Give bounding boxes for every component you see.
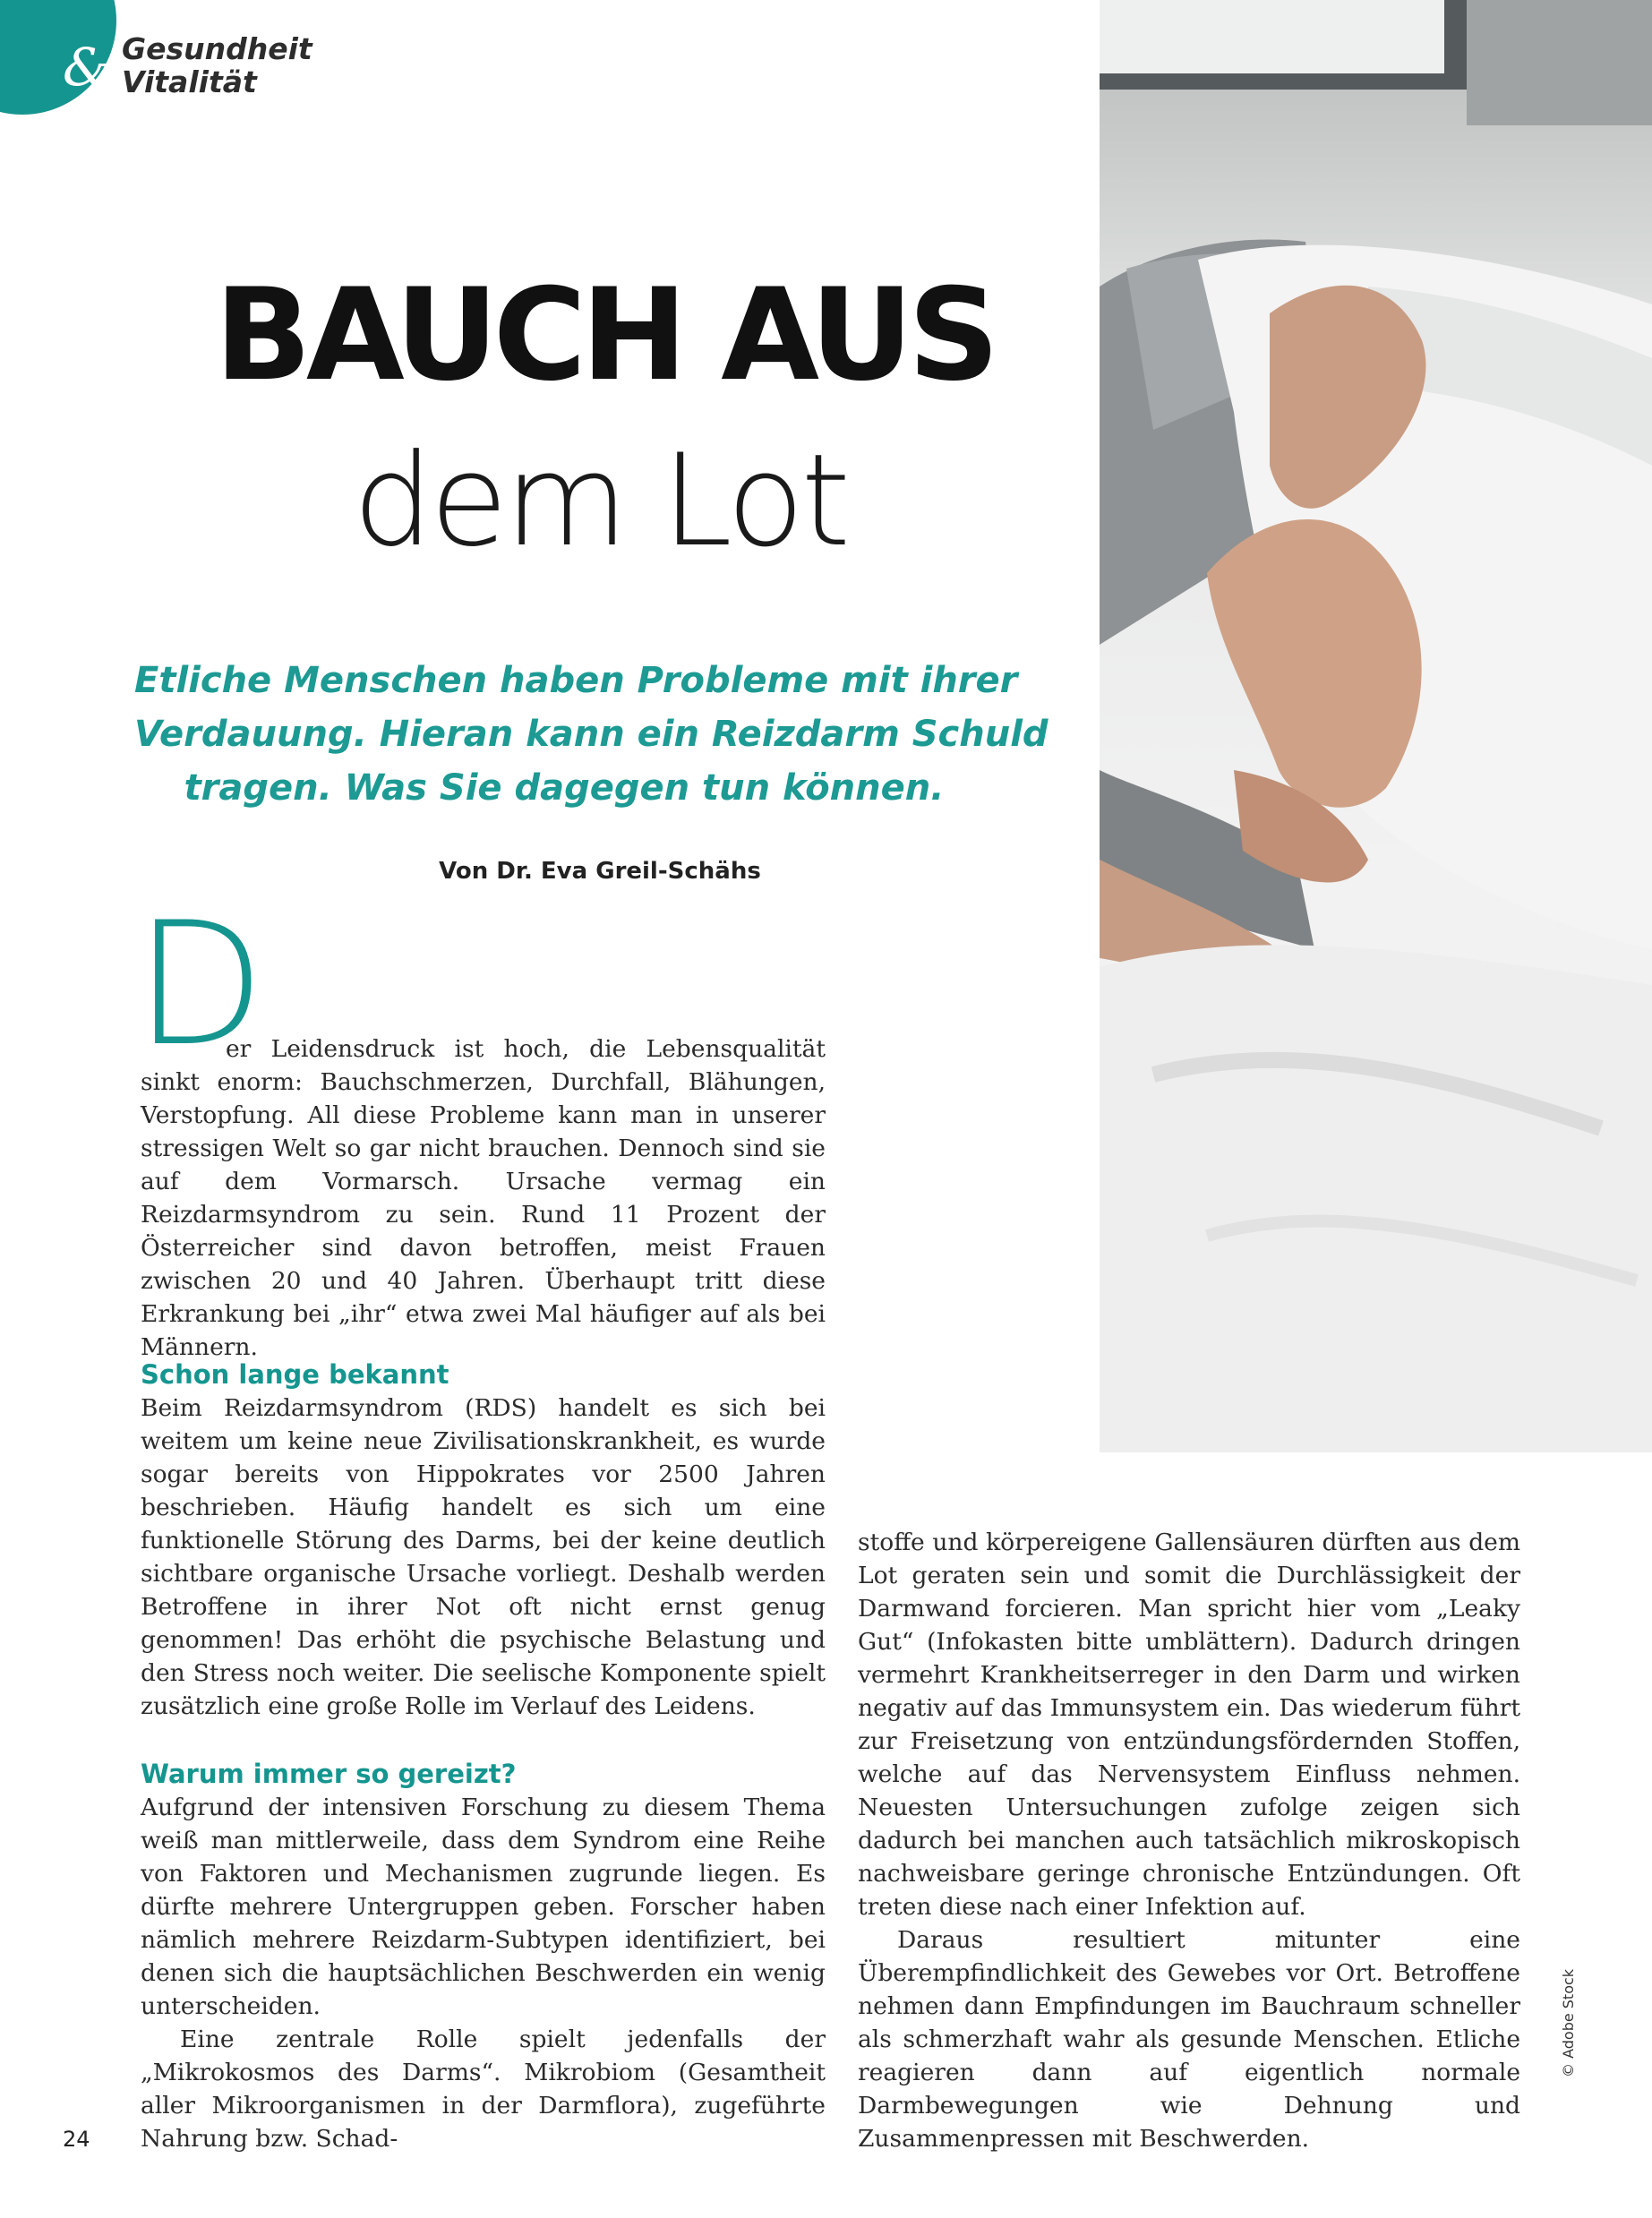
left-column-sections: [141, 1357, 826, 2155]
section1-paragraph: Beim Reizdarmsyndrom (RDS) handelt es sich bei weitem um keine neue Zivilisationskrankheit, es wurde sogar bereits von Hippokrates vor 2500 Jahren beschrieben. Häufig handelt es sich um eine funktionelle Störung des Darms, bei der keine deutlich sichtbare organische Ursache vorliegt. Deshalb werden Betroffene in ihrer Not oft nicht ernst genug genommen! Das erhöht die psychische Belastung und den Stress noch weiter. Die seelische Komponente spielt zusätzlich eine große Rolle im Verlauf des Leidens.: [141, 1394, 826, 1720]
photo-illustration: [1100, 0, 1652, 1452]
right-paragraph1: stoffe und körpereigene Gallensäuren dürften aus dem Lot geraten sein und somit die Durchlässigkeit der Darmwand forcieren. Man spricht hier vom „Leaky Gut“ (Infokasten bitte umblättern). Dadurch dringen vermehrt Krankheitserreger in den Darm und wirken negativ auf das Immunsystem ein. Das wiederum führt zur Freisetzung von entzündungsfördernden Stoffen, welche auf das Nervensystem Einfluss nehmen. Neuesten Untersuchungen zufolge zeigen sich dadurch bei manchen auch tatsächlich mikroskopisch nachweisbare geringe chronische Entzündungen. Oft treten diese nach einer Infektion auf.: [858, 1529, 1520, 1921]
right-paragraph2: Daraus resultiert mitunter eine Überempfindlichkeit des Gewebes vor Ort. Betroffene nehmen dann Empfindungen im Bauchraum schneller als schmerzhaft wahr als gesunde Menschen. Etliche reagieren dann auf eigentlich normale Darmbewegungen wie Dehnung und Zusammenpressen mit Beschwerden.: [858, 1926, 1520, 2153]
intro-paragraph: er Leidensdruck ist hoch, die Lebensqualität sinkt enorm: Bauchschmerzen, Durchfall, Blähungen, Verstopfung. All diese Probleme kann man in unserer stressigen Welt so gar nicht brauchen. Dennoch sind sie auf dem Vormarsch. Ursache vermag ein Reizdarmsyndrom zu sein. Rund 11 Prozent der Österreicher sind davon betroffen, meist Frauen zwischen 20 und 40 Jahren. Überhaupt tritt diese Erkrankung bei „ihr“ etwa zwei Mal häufiger auf als bei Männern.: [141, 1035, 826, 1361]
photo-credit: © Adobe Stock: [1560, 1968, 1577, 2077]
drop-cap: D: [134, 886, 266, 1083]
lead-line: Verdauung. Hieran kann ein Reizdarm Schuld: [134, 714, 1049, 755]
section2-paragraph2: Eine zentrale Rolle spielt jedenfalls der „Mikrokosmos des Darms“. Mikrobiom (Gesamtheit aller Mikroorganismen in der Darmflora), zugeführte Nahrung bzw. Schad-: [141, 2025, 826, 2153]
lead-line: Etliche Menschen haben Probleme mit ihrer: [134, 660, 1018, 701]
lead-line: tragen. Was Sie dagegen tun können.: [184, 767, 945, 809]
headline-main: BAUCH AUS: [214, 261, 995, 409]
right-column: [858, 1526, 1520, 2155]
section2-paragraph1: Aufgrund der intensiven Forschung zu diesem Thema weiß man mittlerweile, dass dem Syndrom eine Reihe von Faktoren und Mechanismen zugrunde liegen. Es dürfte mehrere Untergruppen geben. Forscher haben nämlich mehrere Reizdarm-Subtypen identifiziert, bei denen sich die hauptsächlichen Beschwerden ein wenig unterscheiden.: [141, 1794, 826, 2020]
ampersand-logo: &: [63, 37, 109, 98]
section-label-line1: Gesundheit: [122, 31, 312, 66]
intro-column: [141, 1032, 826, 1361]
section-label-line2: Vitalität: [122, 64, 257, 99]
page-number: 24: [63, 2127, 90, 2152]
subheading-schon-lange-bekannt: Schon lange bekannt: [141, 1359, 449, 1390]
article-photo: [1100, 0, 1652, 1452]
headline-sub: dem Lot: [352, 427, 848, 575]
lead-paragraph: [134, 654, 1049, 815]
subheading-warum-gereizt: Warum immer so gereizt?: [141, 1759, 517, 1789]
section-label: [122, 32, 312, 98]
author-byline: Von Dr. Eva Greil-Schähs: [439, 858, 761, 885]
